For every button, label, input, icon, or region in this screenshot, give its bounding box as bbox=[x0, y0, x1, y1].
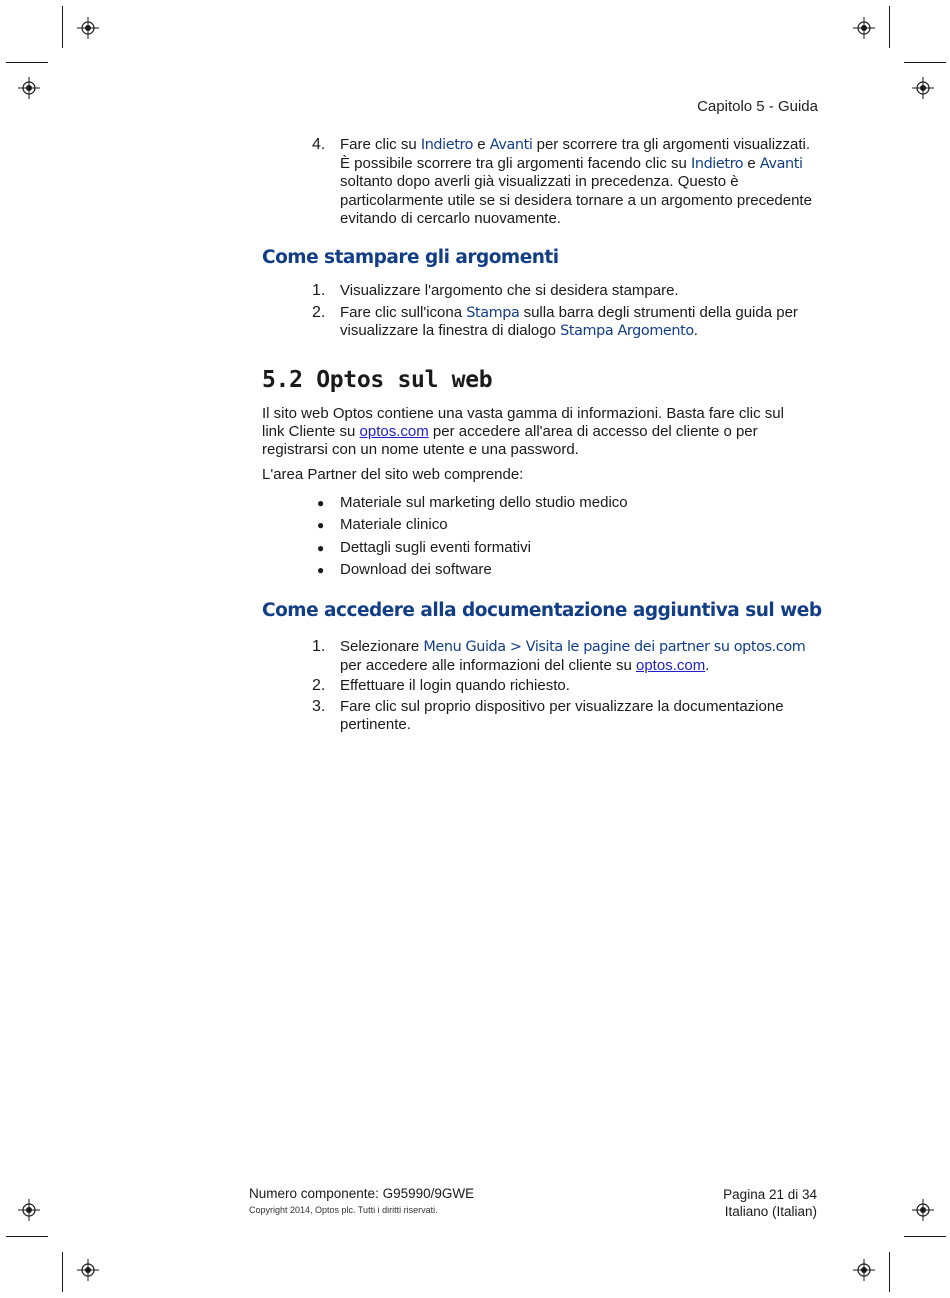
registration-target-icon bbox=[912, 77, 934, 99]
crop-mark-bottom-left-horizontal bbox=[6, 1236, 48, 1237]
list-item bbox=[306, 698, 816, 735]
intro-paragraph bbox=[262, 405, 802, 459]
ui-term-back: Indietro bbox=[691, 155, 744, 172]
item-text: Visualizzare l'argomento che si desidera stampare. bbox=[340, 282, 679, 299]
item-text: . bbox=[705, 656, 710, 674]
copyright: Copyright 2014, Optos plc. Tutti i diritti riservati. bbox=[249, 1205, 438, 1215]
list-number: 2. bbox=[312, 677, 326, 694]
paragraph-text: Il sito web Optos contiene una vasta gamma di informazioni. Basta fare clic sul link Cliente su bbox=[262, 405, 784, 440]
item-text: Fare clic sul proprio dispositivo per visualizzare la documentazione pertinente. bbox=[340, 697, 784, 733]
registration-target-icon bbox=[853, 17, 875, 39]
item-text: per accedere alle informazioni del cliente su bbox=[340, 656, 636, 674]
item-text: e bbox=[743, 154, 760, 172]
list-item bbox=[306, 136, 816, 229]
registration-target-icon bbox=[18, 77, 40, 99]
item-text: per scorrere tra gli argomenti visualizzati. È possibile scorrere tra gli argomenti facendo clic su bbox=[340, 136, 811, 172]
optos-link[interactable]: optos.com bbox=[636, 656, 706, 674]
crop-mark-top-right-horizontal bbox=[904, 62, 946, 63]
bullet-text: Download dei software bbox=[340, 560, 492, 578]
ui-term-forward: Avanti bbox=[759, 155, 803, 172]
list-number: 2. bbox=[312, 303, 326, 321]
ui-term-menu-path: Menu Guida > Visita le pagine dei partner su optos.com bbox=[423, 639, 806, 655]
item-text: e bbox=[473, 136, 490, 153]
crop-mark-top-left-vertical bbox=[62, 6, 63, 48]
list-number: 4. bbox=[312, 136, 326, 153]
crop-mark-top-left-horizontal bbox=[6, 62, 48, 63]
ui-term-back: Indietro bbox=[420, 137, 474, 153]
ui-term-forward: Avanti bbox=[489, 137, 533, 153]
partner-features-list bbox=[312, 493, 628, 582]
bullet: ● bbox=[317, 562, 325, 577]
bullet-text: Materiale clinico bbox=[340, 516, 448, 534]
section-title-print: Come stampare gli argomenti bbox=[262, 247, 559, 268]
list-item bbox=[306, 677, 816, 696]
list-item bbox=[312, 515, 628, 537]
item-text: sulla barra degli strumenti della guida per visualizzare la finestra di dialogo bbox=[340, 303, 798, 339]
partner-intro: L'area Partner del sito web comprende: bbox=[262, 466, 524, 483]
item-text: Effettuare il login quando richiesto. bbox=[340, 677, 570, 694]
list-number: 1. bbox=[312, 638, 326, 655]
footer-page-info bbox=[723, 1186, 817, 1220]
crop-mark-bottom-right-horizontal bbox=[904, 1236, 946, 1237]
section-title-docs: Come accedere alla documentazione aggiuntiva sul web bbox=[262, 600, 822, 621]
item-text: soltanto dopo averli già visualizzati in precedenza. Questo è particolarmente utile se si desidera tornare a un argomento precedente evitando di cercarlo nuovamente. bbox=[340, 173, 812, 227]
list-item bbox=[306, 638, 816, 675]
list-item bbox=[312, 560, 628, 582]
item-text: Selezionare bbox=[340, 638, 424, 655]
paragraph-text: per accedere all'area di accesso del cliente o per registrarsi con un nome utente e una password. bbox=[262, 423, 758, 458]
bullet: ● bbox=[317, 540, 325, 555]
list-item bbox=[312, 538, 628, 560]
list-item bbox=[306, 304, 816, 341]
bullet: ● bbox=[317, 518, 325, 533]
part-number: Numero componente: G95990/9GWE bbox=[249, 1186, 475, 1201]
registration-target-icon bbox=[18, 1199, 40, 1221]
ui-term-print: Stampa bbox=[466, 304, 520, 321]
docs-steps-list bbox=[306, 638, 816, 736]
page-number: Pagina 21 di 34 bbox=[723, 1187, 817, 1202]
crop-mark-bottom-left-vertical bbox=[62, 1252, 63, 1292]
list-number: 3. bbox=[312, 697, 326, 715]
registration-target-icon bbox=[77, 1259, 99, 1281]
list-item bbox=[306, 282, 816, 301]
print-steps-list bbox=[306, 282, 816, 342]
registration-target-icon bbox=[912, 1199, 934, 1221]
item-text: Fare clic su bbox=[340, 136, 421, 153]
list-number: 1. bbox=[312, 282, 326, 299]
optos-link[interactable]: optos.com bbox=[359, 423, 429, 440]
list-item bbox=[312, 493, 628, 515]
language-label: Italiano (Italian) bbox=[724, 1204, 817, 1219]
chapter-header: Capitolo 5 - Guida bbox=[697, 98, 818, 115]
item-text: Fare clic sull'icona bbox=[340, 303, 467, 321]
item-text: . bbox=[693, 322, 698, 339]
chapter-title: 5.2 Optos sul web bbox=[262, 367, 493, 393]
registration-target-icon bbox=[77, 17, 99, 39]
bullet: ● bbox=[317, 496, 325, 510]
ui-term-print-topic: Stampa Argomento bbox=[560, 323, 694, 339]
registration-target-icon bbox=[853, 1259, 875, 1281]
bullet-text: Materiale sul marketing dello studio medico bbox=[340, 494, 628, 511]
crop-mark-bottom-right-vertical bbox=[889, 1252, 890, 1292]
bullet-text: Dettagli sugli eventi formativi bbox=[340, 538, 531, 556]
crop-mark-top-right-vertical bbox=[889, 6, 890, 48]
steps-list-continued bbox=[306, 136, 816, 230]
